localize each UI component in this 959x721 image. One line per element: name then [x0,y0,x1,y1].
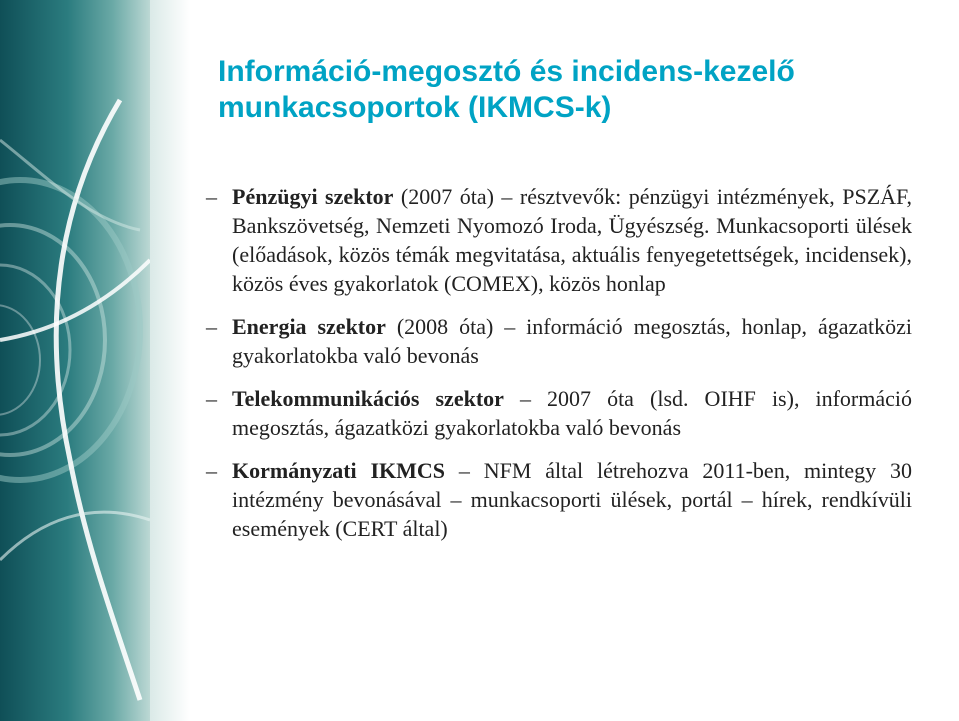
bullet-text: – 2007 óta (lsd. OIHF is), információ megosztás, ágazatközi gyakorlatokba való bevonás [232,386,913,440]
bullet-text: (2008 óta) – információ megosztás, honlap, ágazatközi gyakorlatokba való bevonás [232,314,913,368]
swirl-graphic [0,0,150,721]
bullet-heading: Kormányzati IKMCS [232,458,446,483]
list-item [206,312,912,370]
bullet-dash: – [206,458,217,483]
bullet-list [206,182,912,557]
bullet-dash: – [206,314,217,339]
list-item [206,456,912,543]
list-item [206,384,912,442]
bullet-heading: Energia szektor [232,314,386,339]
decorative-swirl-band [0,0,150,721]
bullet-text: – NFM által létrehozva 2011-ben, mintegy 30 intézmény bevonásával – munkacsoporti ülések, portál – hírek, rendkívüli események (CERT által) [232,458,912,541]
bullet-dash: – [206,184,217,209]
page-title: Információ-megosztó és incidens-kezelő munkacsoportok (IKMCS-k) [218,55,795,124]
bullet-dash: – [206,386,217,411]
bullet-heading: Telekommunikációs szektor [232,386,504,411]
list-item [206,182,912,298]
band-fade [150,0,190,721]
bullet-text: (2007 óta) – résztvevők: pénzügyi intézmények, PSZÁF, Bankszövetség, Nemzeti Nyomozó Iroda, Ügyészség. Munkacsoporti ülések (előadások, közös témák megvitatása, aktuális fenyegetettségek, incidensek), közös éves gyakorlatok (COMEX), közös honlap [232,184,913,296]
bullet-heading: Pénzügyi szektor [232,184,394,209]
